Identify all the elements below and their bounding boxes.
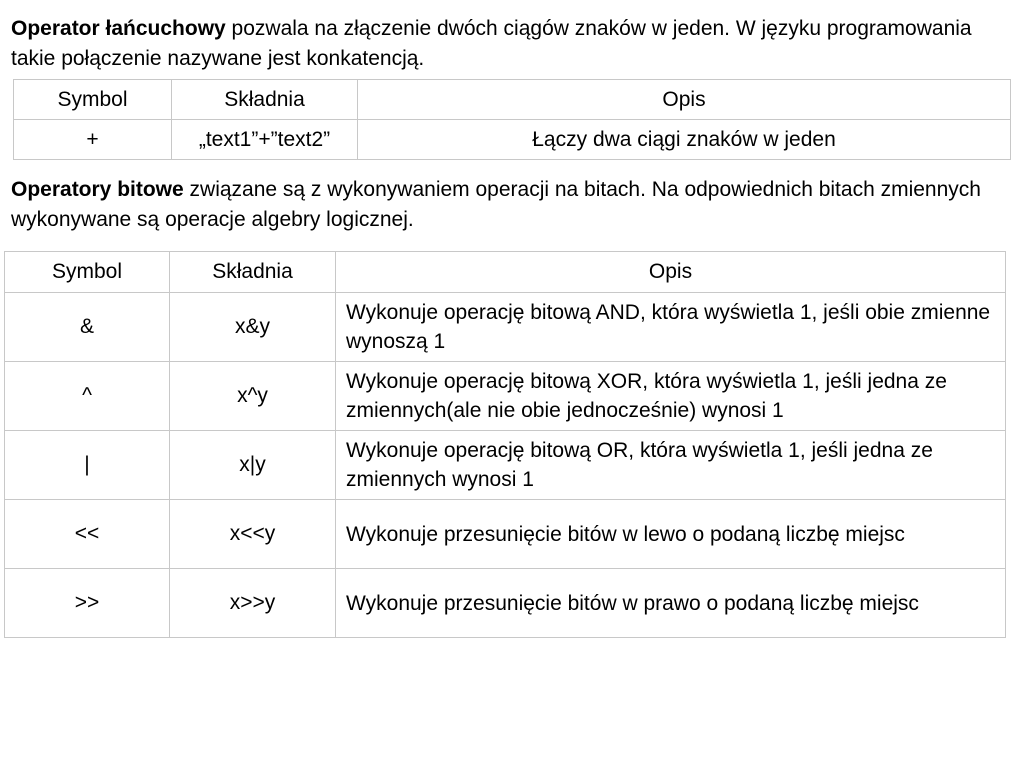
table-row (5, 500, 1006, 569)
table-row (5, 431, 1006, 500)
cell-syntax: „text1”+”text2” (172, 120, 358, 160)
cell-symbol: | (5, 431, 170, 500)
cell-symbol: << (5, 500, 170, 569)
concat-operator-description: pozwala na złączenie dwóch ciągów znaków w jeden. W języku programowania takie połączenie nazywane jest konkatencją. (11, 17, 972, 70)
header-description: Opis (336, 252, 1006, 293)
cell-symbol: ^ (5, 362, 170, 431)
table-row (5, 569, 1006, 638)
concat-operator-table (13, 79, 1011, 160)
cell-description: Wykonuje przesunięcie bitów w lewo o podaną liczbę miejsc (336, 500, 1006, 569)
header-symbol: Symbol (14, 80, 172, 120)
cell-description: Wykonuje operację bitową OR, która wyświetla 1, jeśli jedna ze zmiennych wynosi 1 (336, 431, 1006, 500)
header-syntax: Składnia (172, 80, 358, 120)
cell-description: Wykonuje operację bitową XOR, która wyświetla 1, jeśli jedna ze zmiennych(ale nie obie jednocześnie) wynosi 1 (336, 362, 1006, 431)
concat-operator-paragraph (11, 14, 1011, 74)
table-row (5, 362, 1006, 431)
bitwise-operators-term: Operatory bitowe (11, 178, 184, 201)
table-row (5, 293, 1006, 362)
cell-symbol: & (5, 293, 170, 362)
cell-symbol: >> (5, 569, 170, 638)
cell-description: Łączy dwa ciągi znaków w jeden (358, 120, 1011, 160)
cell-syntax: x|y (170, 431, 336, 500)
cell-syntax: x<<y (170, 500, 336, 569)
header-description: Opis (358, 80, 1011, 120)
table-row (14, 120, 1011, 160)
cell-syntax: x&y (170, 293, 336, 362)
cell-syntax: x^y (170, 362, 336, 431)
header-syntax: Składnia (170, 252, 336, 293)
concat-operator-term: Operator łańcuchowy (11, 17, 226, 40)
bitwise-operators-description: związane są z wykonywaniem operacji na bitach. Na odpowiednich bitach zmiennych wykonywane są operacje algebry logicznej. (11, 178, 981, 231)
header-symbol: Symbol (5, 252, 170, 293)
cell-symbol: + (14, 120, 172, 160)
cell-description: Wykonuje przesunięcie bitów w prawo o podaną liczbę miejsc (336, 569, 1006, 638)
cell-description: Wykonuje operację bitową AND, która wyświetla 1, jeśli obie zmienne wynoszą 1 (336, 293, 1006, 362)
bitwise-operators-table (4, 251, 1006, 638)
cell-syntax: x>>y (170, 569, 336, 638)
table-header-row (14, 80, 1011, 120)
bitwise-operators-paragraph (11, 175, 1011, 235)
table-header-row (5, 252, 1006, 293)
